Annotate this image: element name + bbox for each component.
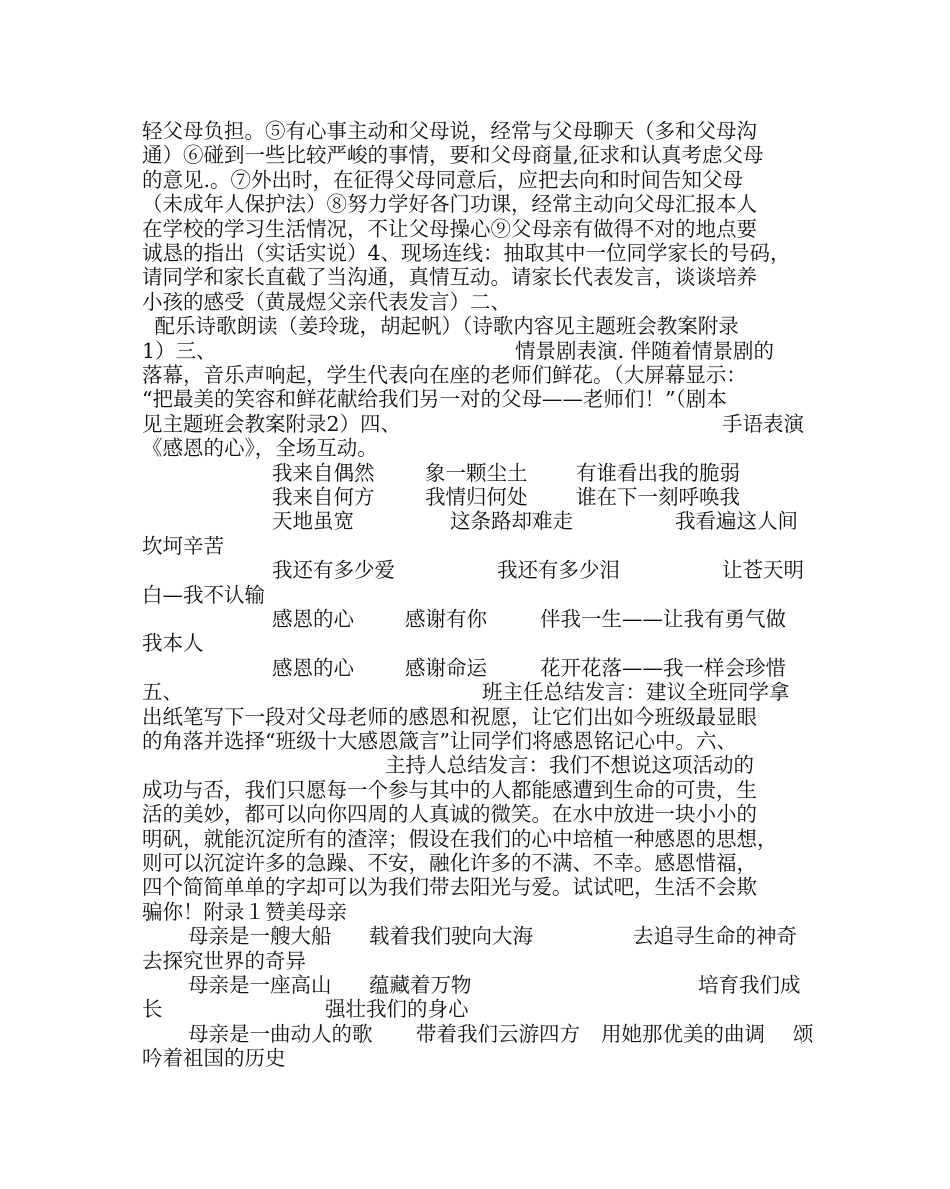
text-segment: 天地虽宽 (272, 509, 354, 534)
text-segment: 成功与否，我们只愿每一个参与其中的人都能感遭到生命的可贵，生 (142, 777, 757, 802)
text-segment: 班主任总结发言：建议全班同学拿 (482, 680, 790, 705)
text-line (0, 655, 950, 681)
text-segment: 白—我不认输 (142, 582, 265, 607)
text-line (0, 167, 950, 193)
text-line (0, 142, 950, 168)
text-segment: 请同学和家长直截了当沟通，真情互动。请家长代表发言，谈谈培养 (142, 265, 757, 290)
text-line (0, 435, 950, 461)
text-segment: 活的美妙，都可以向你四周的人真诚的微笑。在水中放进一块小小的 (142, 802, 757, 827)
text-segment: 配乐诗歌朗读（姜玲珑，胡起帆）（诗歌内容见主题班会教案附录 (148, 314, 739, 339)
text-segment: 去追寻生命的神奇 (633, 924, 797, 949)
text-segment: 我来自偶然 (272, 460, 375, 485)
text-line (0, 313, 950, 339)
text-line (0, 118, 950, 144)
text-segment: 骗你！附录１赞美母亲 (142, 899, 347, 924)
text-segment: 伴我一生——让我有勇气做 (540, 607, 786, 631)
text-line (0, 557, 950, 583)
text-segment: 诚恳的指出（实话实说）4、现场连线：抽取其中一位同学家长的号码， (142, 241, 791, 265)
text-line (0, 923, 950, 949)
text-line (0, 460, 950, 486)
text-segment: 象一颗尘土 (425, 460, 528, 485)
text-segment: 这条路却难走 (450, 509, 573, 534)
text-line (0, 191, 950, 217)
text-line (0, 264, 950, 290)
text-line (0, 1021, 950, 1047)
text-segment: 我本人 (142, 631, 204, 656)
text-line (0, 899, 950, 925)
text-line (0, 411, 950, 437)
text-segment: 主持人总结发言：我们不想说这项活动的 (385, 753, 754, 778)
text-line (0, 752, 950, 778)
text-line (0, 972, 950, 998)
text-segment: 出纸笔写下一段对父母老师的感恩和祝愿，让它们出如今班级最显眼 (142, 704, 757, 729)
text-segment: 用她那优美的曲调 (601, 1021, 765, 1046)
text-segment: 通）⑥碰到一些比较严峻的事情，要和父母商量,征求和认真考虑父母 (142, 143, 764, 168)
text-line (0, 240, 950, 266)
text-line (0, 533, 950, 559)
text-segment: 带着我们云游四方 (416, 1021, 580, 1046)
text-line (0, 338, 950, 364)
text-segment: 感恩的心 (272, 607, 354, 631)
text-line (0, 777, 950, 803)
text-segment: 去探究世界的奇异 (142, 948, 306, 973)
text-line (0, 801, 950, 827)
text-segment: 的角落并选择“班级十大感恩箴言”让同学们将感恩铭记心中。六、 (142, 729, 737, 753)
text-segment: 颂 (793, 1021, 814, 1046)
text-line (0, 386, 950, 412)
text-line (0, 679, 950, 705)
text-line (0, 362, 950, 388)
text-segment: 我还有多少爱 (272, 558, 395, 583)
text-segment: 感恩的心 (272, 655, 354, 680)
text-segment: 我还有多少泪 (497, 558, 620, 583)
text-segment: 在学校的学习生活情况，不让父母操心⑨父母亲有做得不对的地点要 (142, 216, 757, 241)
text-line (0, 850, 950, 876)
text-segment: 我情归何处 (425, 485, 528, 509)
text-segment: 母亲是一曲动人的歌 (188, 1021, 373, 1046)
text-segment: 则可以沉淀许多的急躁、不安，融化许多的不满、不幸。感恩惜福， (142, 851, 757, 875)
text-line (0, 948, 950, 974)
text-segment: 我来自何方 (272, 485, 375, 509)
text-line (0, 216, 950, 242)
text-segment: 载着我们驶向大海 (369, 924, 533, 949)
text-segment: 四个简简单单的字却可以为我们带去阳光与爱。试试吧，生活不会欺 (142, 875, 757, 900)
text-segment: 坎坷辛苦 (142, 533, 224, 558)
text-segment: 情景剧表演. 伴随着情景剧的 (515, 338, 775, 363)
text-segment: 的意见.。⑦外出时，在征得父母同意后，应把去向和时间告知父母 (142, 167, 744, 192)
text-segment: 轻父母负担。⑤有心事主动和父母说，经常与父母聊天（多和父母沟 (142, 119, 757, 143)
text-segment: 让苍天明 (722, 558, 804, 583)
text-segment: 培育我们成 (698, 973, 801, 997)
text-line (0, 606, 950, 632)
text-segment: 谁在下一刻呼唤我 (576, 485, 740, 509)
text-segment: （未成年人保护法）⑧努力学好各门功课，经常主动向父母汇报本人 (142, 192, 757, 217)
text-segment: 小孩的感受（黄晟煜父亲代表发言）二、 (142, 289, 511, 314)
text-segment: 花开花落——我一样会珍惜 (540, 655, 786, 680)
text-segment: 《感恩的心》，全场互动。 (142, 436, 378, 461)
text-line (0, 704, 950, 730)
text-line (0, 826, 950, 852)
text-segment: 落幕，音乐声响起，学生代表向在座的老师们鲜花。（大屏幕显示： (142, 363, 747, 387)
text-segment: 感谢命运 (405, 655, 487, 680)
text-segment: 手语表演 (722, 411, 804, 436)
text-line (0, 582, 950, 608)
text-line (0, 508, 950, 534)
text-segment: 强壮我们的身心 (325, 997, 469, 1022)
text-segment: 长 (142, 997, 163, 1022)
text-segment: 感谢有你 (405, 607, 487, 631)
text-segment: 五、 (142, 680, 183, 705)
text-segment: 明矾，就能沉淀所有的渣滓；假设在我们的心中培植一种感恩的思想， (142, 826, 778, 851)
text-line (0, 630, 950, 656)
text-segment: 母亲是一座高山 (188, 973, 332, 997)
text-line (0, 289, 950, 315)
text-line (0, 1045, 950, 1071)
text-segment: 1）三、 (142, 338, 217, 363)
text-segment: 我看遍这人间 (675, 509, 798, 534)
text-segment: 吟着祖国的历史 (142, 1046, 286, 1071)
text-line (0, 728, 950, 754)
text-line (0, 484, 950, 510)
text-line (0, 996, 950, 1022)
text-line (0, 874, 950, 900)
text-segment: 母亲是一艘大船 (188, 924, 332, 949)
text-segment: 蕴藏着万物 (369, 973, 472, 997)
text-segment: 有谁看出我的脆弱 (576, 460, 740, 485)
text-segment: 见主题班会教案附录2）四、 (142, 411, 402, 436)
text-segment: “把最美的笑容和鲜花献给我们另一对的父母——老师们！”（剧本 (142, 387, 727, 412)
